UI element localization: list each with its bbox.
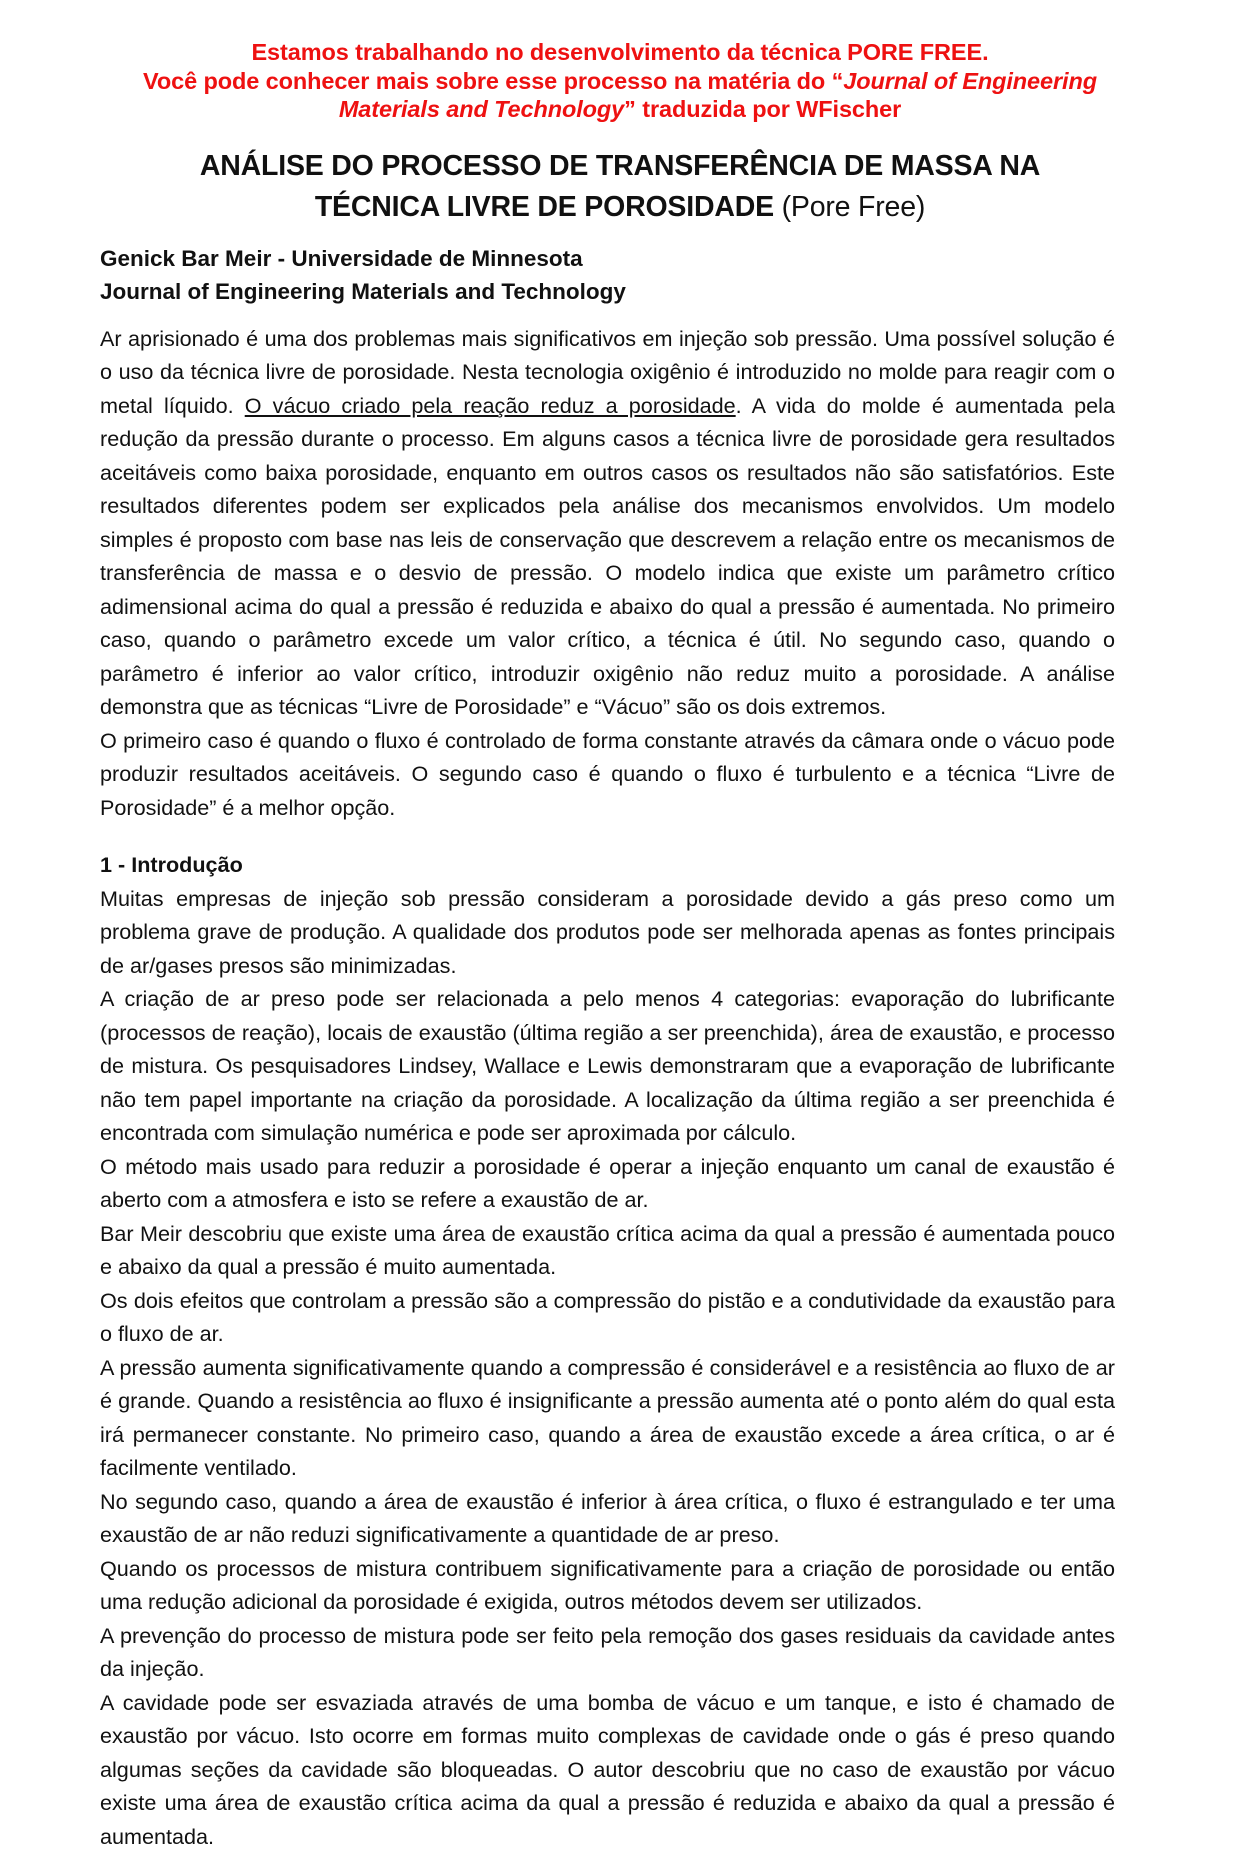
author-journal: Journal of Engineering Materials and Technology (100, 275, 1240, 308)
translator-banner (0, 0, 1240, 124)
banner-journal-name: Journal of Engineering Materials and Technology (339, 68, 1097, 123)
intro-paragraph-5: Os dois efeitos que controlam a pressão são a compressão do pistão e a condutividade da exaustão para o fluxo de ar. (100, 1284, 1115, 1351)
banner-line-2 (118, 67, 1122, 124)
intro-paragraph-7: No segundo caso, quando a área de exaustão é inferior à área crítica, o fluxo é estrangulado e ter uma exaustão de ar não reduzi significativamente a quantidade de ar preso. (100, 1485, 1115, 1552)
intro-paragraph-8: Quando os processos de mistura contribuem significativamente para a criação de porosidade ou então uma redução adicional da porosidade é exigida, outros métodos devem ser utilizados. (100, 1552, 1115, 1619)
section-spacer (100, 824, 1115, 848)
page-title (0, 124, 1240, 228)
abstract-p1-underlined: O vácuo criado pela reação reduz a porosidade (245, 393, 736, 418)
intro-paragraph-9: A prevenção do processo de mistura pode ser feito pela remoção dos gases residuais da cavidade antes da injeção. (100, 1619, 1115, 1686)
abstract-p1-part2: . A vida do molde é aumentada pela redução da pressão durante o processo. Em alguns casos a técnica livre de porosidade gera resultados aceitáveis como baixa porosidade, enquanto em outros casos os resultados não são satisfatórios. Este resultados diferentes podem ser explicados pela análise dos mecanismos envolvidos. Um modelo simples é proposto com base nas leis de conservação que descrevem a relação entre os mecanismos de transferência de massa e o desvio de pressão. O modelo indica que existe um parâmetro crítico adimensional acima do qual a pressão é reduzida e abaixo do qual a pressão é aumentada. No primeiro caso, quando o parâmetro excede um valor crítico, a técnica é útil. No segundo caso, quando o parâmetro é inferior ao valor crítico, introduzir oxigênio não reduz muito a porosidade. A análise demonstra que as técnicas “Livre de Porosidade” e “Vácuo” são os dois extremos. (100, 393, 1115, 720)
intro-paragraph-1: Muitas empresas de injeção sob pressão consideram a porosidade devido a gás preso como um problema grave de produção. A qualidade dos produtos pode ser melhorada apenas as fontes principais de ar/gases presos são minimizadas. (100, 882, 1115, 983)
author-name: Genick Bar Meir - Universidade de Minnesota (100, 242, 1240, 275)
abstract-paragraph-1 (100, 322, 1115, 724)
section-heading-introducao: 1 - Introdução (100, 848, 1115, 882)
document-body (0, 322, 1240, 1853)
banner-line-2-prefix: Você pode conhecer mais sobre esse processo na matéria do “ (143, 68, 843, 94)
banner-line-2-suffix: ” traduzida por WFischer (624, 96, 901, 122)
page-title-main: ANÁLISE DO PROCESSO DE TRANSFERÊNCIA DE MASSA NA TÉCNICA LIVRE DE POROSIDADE (200, 150, 1040, 223)
intro-paragraph-3: O método mais usado para reduzir a porosidade é operar a injeção enquanto um canal de exaustão é aberto com a atmosfera e isto se refere a exaustão de ar. (100, 1150, 1115, 1217)
abstract-p1-part1: Ar aprisionado é uma dos problemas mais significativos em injeção sob pressão. Uma possível solução é o uso da técnica livre de porosidade. Nesta tecnologia oxigênio é introduzido no molde para reagir com o metal líquido. (100, 326, 1115, 418)
banner-line-1: Estamos trabalhando no desenvolvimento da técnica PORE FREE. (118, 38, 1122, 67)
intro-paragraph-10: A cavidade pode ser esvaziada através de uma bomba de vácuo e um tanque, e isto é chamado de exaustão por vácuo. Isto ocorre em formas muito complexas de cavidade onde o gás é preso quando algumas seções da cavidade são bloqueadas. O autor descobriu que no caso de exaustão por vácuo existe uma área de exaustão crítica acima da qual a pressão é reduzida e abaixo da qual a pressão é aumentada. (100, 1686, 1115, 1853)
intro-paragraph-2: A criação de ar preso pode ser relacionada a pelo menos 4 categorias: evaporação do lubrificante (processos de reação), locais de exaustão (última região a ser preenchida), área de exaustão, e processo de mistura. Os pesquisadores Lindsey, Wallace e Lewis demonstraram que a evaporação de lubrificante não tem papel importante na criação da porosidade. A localização da última região a ser preenchida é encontrada com simulação numérica e pode ser aproximada por cálculo. (100, 982, 1115, 1150)
intro-paragraph-6: A pressão aumenta significativamente quando a compressão é considerável e a resistência ao fluxo de ar é grande. Quando a resistência ao fluxo é insignificante a pressão aumenta até o ponto além do qual esta irá permanecer constante. No primeiro caso, quando a área de exaustão excede a área crítica, o ar é facilmente ventilado. (100, 1351, 1115, 1485)
author-block (0, 228, 1240, 308)
intro-paragraph-4: Bar Meir descobriu que existe uma área de exaustão crítica acima da qual a pressão é aumentada pouco e abaixo da qual a pressão é muito aumentada. (100, 1217, 1115, 1284)
abstract-paragraph-2: O primeiro caso é quando o fluxo é controlado de forma constante através da câmara onde o vácuo pode produzir resultados aceitáveis. O segundo caso é quando o fluxo é turbulento e a técnica “Livre de Porosidade” é a melhor opção. (100, 724, 1115, 825)
page-title-parenthetical: (Pore Free) (782, 191, 926, 223)
